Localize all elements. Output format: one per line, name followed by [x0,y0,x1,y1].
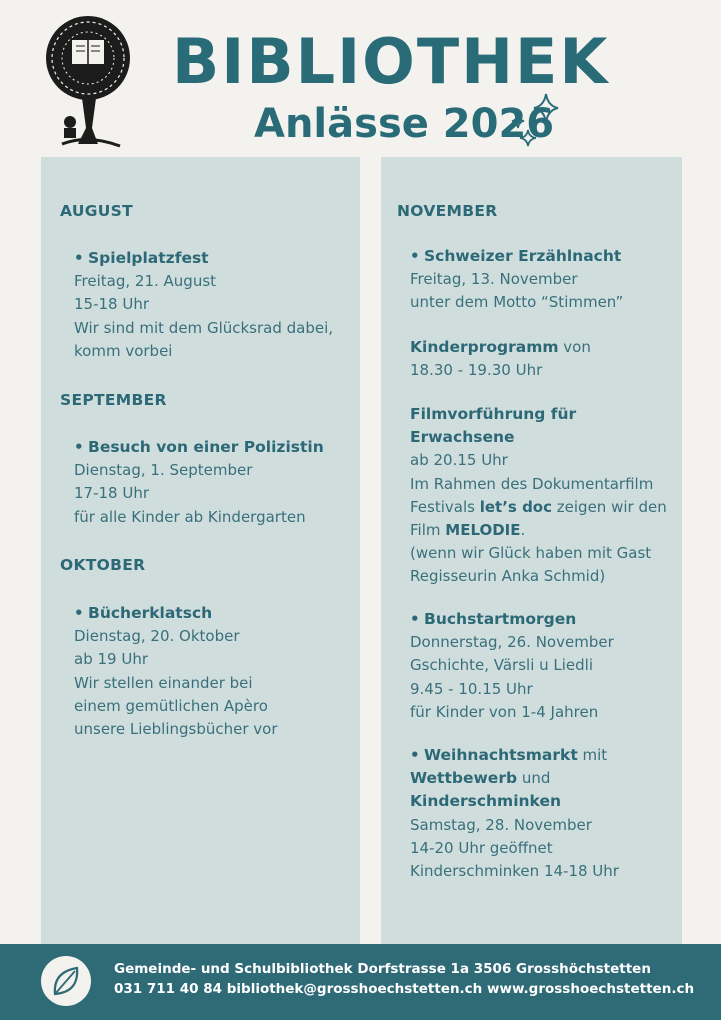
event-buecherklatsch: • Bücherklatsch Dienstag, 20. Oktober ab 19 Uhr Wir stellen einander bei einem gemütlichen Apèro unsere Lieblingsbücher vor [74,604,278,739]
footer-address: Gemeinde- und Schulbibliothek Dorfstrasse 1a 3506 Grosshöchstetten [114,961,651,977]
footer-logo [41,956,91,1006]
event-buchstartmorgen: • Buchstartmorgen Donnerstag, 26. November Gschichte, Värsli u Liedli 9.45 - 10.15 Uhr für Kinder von 1-4 Jahren [410,610,614,721]
event-polizistin: • Besuch von einer Polizistin Dienstag, 1. September 17-18 Uhr für alle Kinder ab Kindergarten [74,438,324,526]
event-weihnachtsmarkt: • Weihnachtsmarkt mit Wettbewerb und Kinderschminken Samstag, 28. November 14-20 Uhr geöffnet Kinderschminken 14-18 Uhr [410,746,619,881]
page-subtitle: Anlässe 2026 [254,101,555,147]
event-spielplatzfest: • Spielplatzfest Freitag, 21. August 15-18 Uhr Wir sind mit dem Glücksrad dabei, komm vorbei [74,249,334,360]
month-september: SEPTEMBER [60,391,167,409]
event-erzaehlnacht: • Schweizer Erzählnacht Freitag, 13. November unter dem Motto “Stimmen” [410,247,624,312]
event-kinderprogramm: Kinderprogramm von 18.30 - 19.30 Uhr [410,338,591,380]
month-oktober: OKTOBER [60,556,146,574]
event-filmvorfuehrung: Filmvorführung für Erwachsene ab 20.15 Uhr Im Rahmen des Dokumentarfilm Festivals let’s doc zeigen wir den Film MELODIE. (wenn wir Glück haben mit Gast Regisseurin Anka Schmid) [410,405,667,586]
leaf-icon [41,956,91,1006]
month-november: NOVEMBER [397,202,498,220]
footer-contact: 031 711 40 84 bibliothek@grosshoechstetten.ch www.grosshoechstetten.ch [114,981,695,997]
month-august: AUGUST [60,202,133,220]
sparkle-stars-icon [508,92,564,152]
page-title: BIBLIOTHEK [172,25,610,98]
footer [0,944,721,1020]
tree-book-icon [42,10,134,154]
